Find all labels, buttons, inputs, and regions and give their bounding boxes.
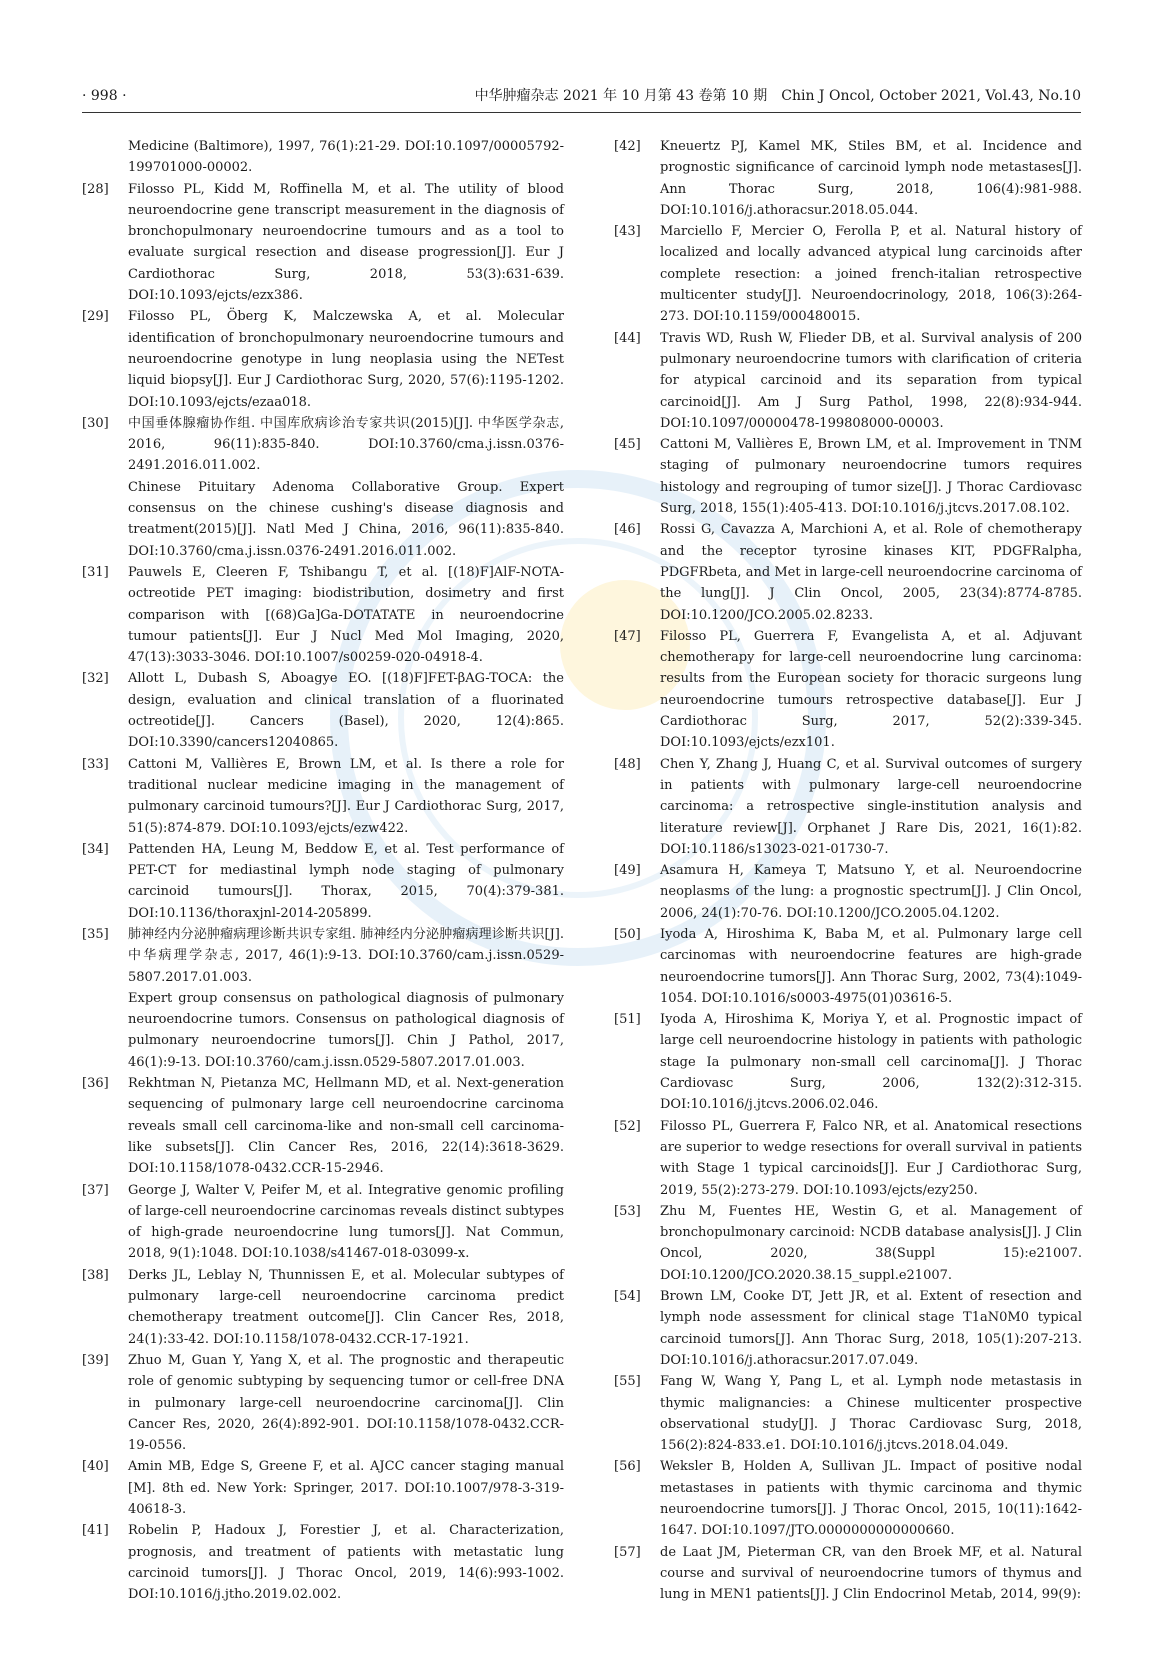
reference-item (614, 1371, 1082, 1456)
reference-text: de Laat JM, Pieterman CR, van den Broek MF, et al. Natural course and survival of neuroendocrine tumors of thymus and lung in MEN1 patients[J]. J Clin Endocrinol Metab, 2014, 99(9): (660, 1544, 1082, 1603)
reference-item (614, 754, 1082, 860)
reference-item (614, 1201, 1082, 1286)
reference-item (82, 1180, 564, 1265)
reference-text: Derks JL, Leblay N, Thunnissen E, et al. Molecular subtypes of pulmonary large-cell neuroendocrine carcinoma predict chemotherapy treatment outcome[J]. Clin Cancer Res, 2018, 24(1):33-42. DOI:10.1158/1078-0432.CCR-17-1921. (128, 1267, 564, 1347)
reference-text: Rekhtman N, Pietanza MC, Hellmann MD, et al. Next-generation sequencing of pulmonary large cell neuroendocrine carcinoma reveals small cell carcinoma-like and non-small cell carcinoma-like subsets[J]. Clin Cancer Res, 2016, 22(14):3618-3629. DOI:10.1158/1078-0432.CCR-15-2946. (128, 1076, 564, 1177)
reference-text: Pattenden HA, Leung M, Beddow E, et al. Test performance of PET-CT for mediastinal lymph node staging of pulmonary carcinoid tumours[J]. Thorax, 2015, 70(4):379-381. DOI:10.1136/thoraxjnl-2014-205899. (128, 841, 564, 921)
reference-number: [47] (614, 628, 641, 644)
reference-number: [31] (82, 564, 109, 580)
reference-number: [45] (614, 437, 641, 453)
journal-citation-line: 中华肿瘤杂志 2021 年 10 月第 43 卷第 10 期 Chin J Oncol, October 2021, Vol.43, No.10 (474, 88, 1081, 104)
reference-item (614, 1009, 1082, 1115)
reference-text: Asamura H, Kameya T, Matsuno Y, et al. Neuroendocrine neoplasms of the lung: a prognostic spectrum[J]. J Clin Oncol, 2006, 24(1):70-76. DOI:10.1200/JCO.2005.04.1202. (660, 863, 1082, 921)
reference-text: Zhuo M, Guan Y, Yang X, et al. The prognostic and therapeutic role of genomic subtyping by sequencing tumor or cell-free DNA in pulmonary large-cell neuroendocrine carcinoma[J]. Clin Cancer Res, 2020, 26(4):892-901. DOI:10.1158/1078-0432.CCR-19-0556. (128, 1352, 564, 1454)
reference-number: [40] (82, 1459, 109, 1475)
reference-continuation-text: Medicine (Baltimore), 1997, 76(1):21-29. DOI:10.1097/00005792-199701000-00002. (128, 139, 564, 176)
reference-number: [28] (82, 181, 109, 197)
reference-item (82, 754, 564, 839)
reference-text: Iyoda A, Hiroshima K, Baba M, et al. Pulmonary large cell carcinomas with neuroendocrine features are high-grade neuroendocrine tumors[J]. Ann Thorac Surg, 2002, 73(4):1049-1054. DOI:10.1016/s0003-4975(01)03616-5. (660, 926, 1082, 1006)
reference-item (82, 1350, 564, 1456)
reference-english-translation: Chinese Pituitary Adenoma Collaborative Group. Expert consensus on the chinese cushing's disease diagnosis and treatment(2015)[J]. Natl Med J China, 2016, 96(11):835-840. DOI:10.3760/cma.j.issn.0376-2491.2016.011.002. (128, 479, 564, 559)
reference-text: Filosso PL, Öberg K, Malczewska A, et al. Molecular identification of bronchopulmonary neuroendocrine tumours and neuroendocrine genotype in lung neoplasia using the NETest liquid biopsy[J]. Eur J Cardiothorac Surg, 2020, 57(6):1195-1202. DOI:10.1093/ejcts/ezaa018. (128, 309, 564, 410)
reference-number: [30] (82, 415, 109, 431)
reference-item (614, 1116, 1082, 1201)
reference-text: Cattoni M, Vallières E, Brown LM, et al. Improvement in TNM staging of pulmonary neuroendocrine tumors requires histology and regrouping of tumor size[J]. J Thorac Cardiovasc Surg, 2018, 155(1):405-413. DOI:10.1016/j.jtcvs.2017.08.102. (660, 437, 1082, 517)
reference-text: Robelin P, Hadoux J, Forestier J, et al. Characterization, prognosis, and treatment of patients with metastatic lung carcinoid tumors[J]. J Thorac Oncol, 2019, 14(6):993-1002. DOI:10.1016/j.jtho.2019.02.002. (128, 1523, 564, 1603)
reference-item (82, 924, 564, 1073)
reference-item (82, 562, 564, 668)
reference-text: Pauwels E, Cleeren F, Tshibangu T, et al. [(18)F]AlF-NOTA-octreotide PET imaging: biodistribution, dosimetry and first comparison with [(68)Ga]Ga-DOTATATE in neuroendocrine tumour patients[J]. Eur J Nucl Med Mol Imaging, 2020, 47(13):3033-3046. DOI:10.1007/s00259-020-04918-4. (128, 564, 564, 666)
reference-column-right (614, 136, 1082, 1605)
reference-text: Weksler B, Holden A, Sullivan JL. Impact of positive nodal metastases in patients with thymic carcinoma and thymic neuroendocrine tumors[J]. J Thorac Oncol, 2015, 10(11):1642-1647. DOI:10.1097/JTO.0000000000000660. (660, 1459, 1082, 1539)
reference-text: 中国垂体腺瘤协作组. 中国库欣病诊治专家共识(2015)[J]. 中华医学杂志, 2016, 96(11):835-840. DOI:10.3760/cma.j.issn.0376-2491.2016.011.002. (128, 415, 564, 474)
reference-text: Filosso PL, Kidd M, Roffinella M, et al. The utility of blood neuroendocrine gene transcript measurement in the diagnosis of bronchopulmonary neuroendocrine tumours and as a tool to evaluate surgical resection and disease progression[J]. Eur J Cardiothorac Surg, 2018, 53(3):631-639. DOI:10.1093/ejcts/ezx386. (128, 181, 564, 304)
reference-text: Kneuertz PJ, Kamel MK, Stiles BM, et al. Incidence and prognostic significance of carcinoid lymph node metastases[J]. Ann Thorac Surg, 2018, 106(4):981-988. DOI:10.1016/j.athoracsur.2018.05.044. (660, 139, 1082, 218)
reference-item (614, 1456, 1082, 1541)
reference-item (614, 136, 1082, 221)
reference-item (614, 519, 1082, 625)
reference-item (82, 306, 564, 412)
reference-number: [38] (82, 1267, 109, 1283)
reference-number: [46] (614, 522, 641, 538)
reference-number: [57] (614, 1544, 641, 1560)
reference-text: George J, Walter V, Peifer M, et al. Integrative genomic profiling of large-cell neuroendocrine carcinomas reveals distinct subtypes of high-grade neuroendocrine lung tumors[J]. Nat Commun, 2018, 9(1):1048. DOI:10.1038/s41467-018-03099-x. (128, 1182, 564, 1262)
reference-number: [56] (614, 1459, 641, 1475)
reference-text: Chen Y, Zhang J, Huang C, et al. Survival outcomes of surgery in patients with pulmonary large-cell neuroendocrine carcinoma: a retrospective single-institution analysis and literature review[J]. Orphanet J Rare Dis, 2021, 16(1):82. DOI:10.1186/s13023-021-01730-7. (660, 756, 1082, 857)
reference-text: Zhu M, Fuentes HE, Westin G, et al. Management of bronchopulmonary carcinoid: NCDB database analysis[J]. J Clin Oncol, 2020, 38(Suppl 15):e21007. DOI:10.1200/JCO.2020.38.15_suppl.e21007. (660, 1203, 1082, 1283)
reference-continuation (82, 136, 564, 179)
reference-number: [33] (82, 756, 109, 772)
reference-number: [39] (82, 1352, 109, 1368)
reference-item (82, 1456, 564, 1520)
reference-item (614, 328, 1082, 434)
reference-text: Fang W, Wang Y, Pang L, et al. Lymph node metastasis in thymic malignancies: a Chinese multicenter prospective observational study[J]. J Thorac Cardiovasc Surg, 2018, 156(2):824-833.e1. DOI:10.1016/j.jtcvs.2018.04.049. (660, 1374, 1082, 1454)
reference-item (82, 1520, 564, 1605)
reference-item (82, 1073, 564, 1179)
reference-item (614, 434, 1082, 519)
reference-text: Marciello F, Mercier O, Ferolla P, et al. Natural history of localized and locally advanced atypical lung carcinoids after complete resection: a joined french-italian retrospective multicenter study[J]. Neuroendocrinology, 2018, 106(3):264-273. DOI:10.1159/000480015. (660, 224, 1082, 325)
reference-number: [52] (614, 1118, 641, 1134)
reference-text: Cattoni M, Vallières E, Brown LM, et al. Is there a role for traditional nuclear medicine imaging in the management of pulmonary carcinoid tumours?[J]. Eur J Cardiothorac Surg, 2017, 51(5):874-879. DOI:10.1093/ejcts/ezw422. (128, 756, 564, 836)
reference-number: [55] (614, 1374, 641, 1390)
reference-number: [43] (614, 224, 641, 240)
reference-item (614, 860, 1082, 924)
reference-number: [42] (614, 139, 641, 154)
reference-list-left (82, 179, 564, 1606)
reference-text: Iyoda A, Hiroshima K, Moriya Y, et al. Prognostic impact of large cell neuroendocrine histology in patients with pathologic stage Ia pulmonary non-small cell carcinoma[J]. J Thorac Cardiovasc Surg, 2006, 132(2):312-315. DOI:10.1016/j.jtcvs.2006.02.046. (660, 1012, 1082, 1113)
reference-number: [29] (82, 309, 109, 325)
reference-number: [34] (82, 841, 109, 857)
reference-text: 肺神经内分泌肿瘤病理诊断共识专家组. 肺神经内分泌肿瘤病理诊断共识[J]. 中华病理学杂志, 2017, 46(1):9-13. DOI:10.3760/cam.j.issn.0529-5807.2017.01.003. (128, 926, 564, 985)
reference-text: Brown LM, Cooke DT, Jett JR, et al. Extent of resection and lymph node assessment for clinical stage T1aN0M0 typical carcinoid tumors[J]. Ann Thorac Surg, 2018, 105(1):207-213. DOI:10.1016/j.athoracsur.2017.07.049. (660, 1289, 1082, 1368)
reference-number: [32] (82, 671, 109, 687)
reference-item (82, 179, 564, 307)
reference-number: [41] (82, 1523, 109, 1539)
reference-english-translation: Expert group consensus on pathological diagnosis of pulmonary neuroendocrine tumors. Consensus on pathological diagnosis of pulmonary neuroendocrine tumors[J]. Chin J Pathol, 2017, 46(1):9-13. DOI:10.3760/cam.j.issn.0529-5807.2017.01.003. (128, 990, 564, 1070)
reference-number: [36] (82, 1076, 109, 1092)
reference-number: [54] (614, 1289, 641, 1305)
reference-text: Filosso PL, Guerrera F, Falco NR, et al. Anatomical resections are superior to wedge resections for overall survival in patients with Stage 1 typical carcinoids[J]. Eur J Cardiothorac Surg, 2019, 55(2):273-279. DOI:10.1093/ejcts/ezy250. (660, 1118, 1082, 1198)
reference-number: [44] (614, 330, 641, 346)
reference-item (614, 1286, 1082, 1371)
reference-item (614, 1542, 1082, 1606)
header-divider (82, 112, 1081, 113)
reference-number: [50] (614, 926, 641, 942)
reference-number: [48] (614, 756, 641, 772)
reference-text: Travis WD, Rush W, Flieder DB, et al. Survival analysis of 200 pulmonary neuroendocrine tumors with clarification of criteria for atypical carcinoid and its separation from typical carcinoid[J]. Am J Surg Pathol, 1998, 22(8):934-944. DOI:10.1097/00000478-199808000-00003. (660, 330, 1082, 431)
reference-item (614, 626, 1082, 754)
reference-item (614, 924, 1082, 1009)
reference-number: [53] (614, 1203, 641, 1219)
reference-item (82, 668, 564, 753)
reference-text: Rossi G, Cavazza A, Marchioni A, et al. Role of chemotherapy and the receptor tyrosine kinases KIT, PDGFRalpha, PDGFRbeta, and Met in large-cell neuroendocrine carcinoma of the lung[J]. J Clin Oncol, 2005, 23(34):8774-8785. DOI:10.1200/JCO.2005.02.8233. (660, 522, 1082, 623)
reference-text: Filosso PL, Guerrera F, Evangelista A, et al. Adjuvant chemotherapy for large-cell neuroendocrine lung carcinoma: results from the European society for thoracic surgeons lung neuroendocrine tumours retrospective database[J]. Eur J Cardiothorac Surg, 2017, 52(2):339-345. DOI:10.1093/ejcts/ezx101. (660, 628, 1082, 751)
reference-text: Amin MB, Edge S, Greene F, et al. AJCC cancer staging manual [M]. 8th ed. New York: Springer, 2017. DOI:10.1007/978-3-319-40618-3. (128, 1459, 564, 1517)
reference-column-left (82, 136, 564, 1605)
reference-number: [51] (614, 1012, 641, 1028)
reference-number: [49] (614, 863, 641, 879)
reference-number: [37] (82, 1182, 109, 1198)
reference-item (82, 839, 564, 924)
reference-item (82, 413, 564, 562)
page-number: · 998 · (82, 88, 127, 104)
reference-item (82, 1265, 564, 1350)
reference-text: Allott L, Dubash S, Aboagye EO. [(18)F]FET-βAG-TOCA: the design, evaluation and clinical translation of a fluorinated octreotide[J]. Cancers (Basel), 2020, 12(4):865. DOI:10.3390/cancers12040865. (128, 671, 564, 751)
reference-list-right (614, 136, 1082, 1605)
reference-item (614, 221, 1082, 327)
reference-number: [35] (82, 926, 109, 942)
running-header (82, 84, 1081, 108)
